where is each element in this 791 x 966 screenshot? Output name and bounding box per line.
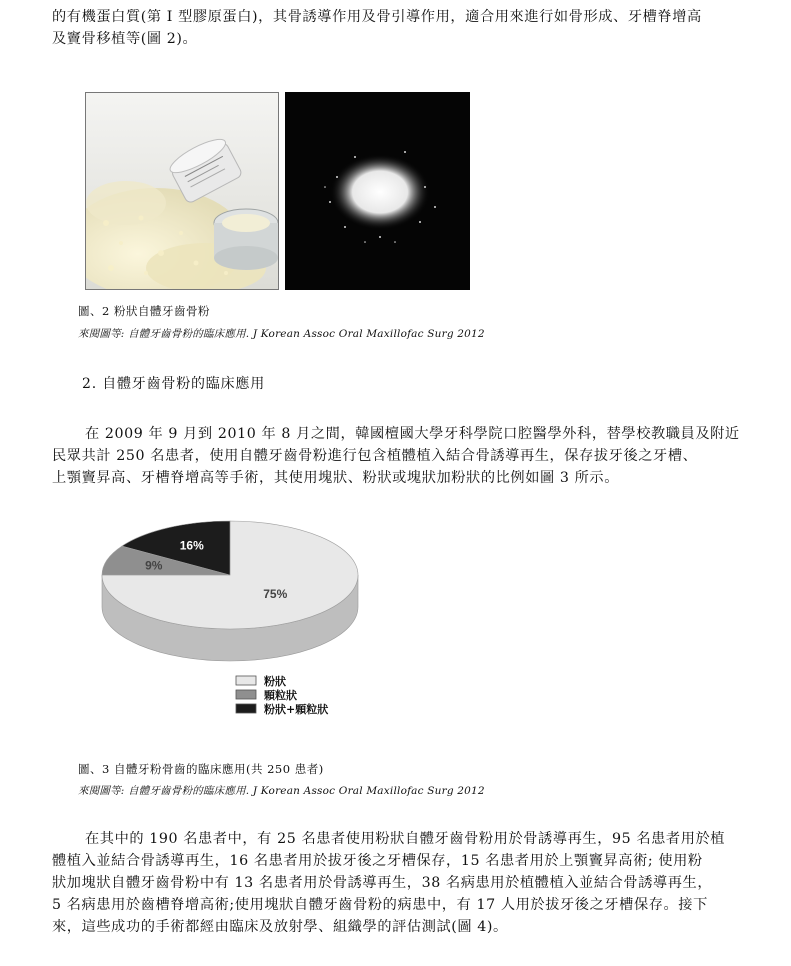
figure2-caption: 圖、2 粉狀自體牙齒骨粉 [78,304,210,318]
paragraph-results [52,828,752,938]
text-line: 的有機蛋白質(第 I 型膠原蛋白)，其骨誘導作用及骨引導作用，適合用來進行如骨形成、牙槽脊增高 [52,9,702,25]
figure3-caption: 圖、3 自體牙粉骨齒的臨床應用(共 250 患者) [78,762,324,776]
legend-swatch [236,676,256,685]
pie-chart [100,515,380,730]
figure2-source: 來閱圖等: 自體牙齒骨粉的臨床應用. J Korean Assoc Oral Maxillofac Surg 2012 [78,328,485,340]
text-line: 來，這些成功的手術都經由臨床及放射學、組織學的評估測試(圖 4)。 [52,919,508,935]
text-line: 5 名病患用於齒槽脊增高術;使用塊狀自體牙齒骨粉的病患中，有 17 人用於拔牙後之牙槽保存。接下 [52,897,708,913]
legend-label: 粉狀+顆粒狀 [264,703,329,716]
bone-powder-pile-photo [285,92,470,290]
legend-swatch [236,704,256,713]
pie-data-label: 75% [263,587,288,602]
text-line: 狀加塊狀自體牙齒骨粉中有 13 名患者用於骨誘導再生，38 名病患用於植體植入並結合骨誘導再生， [52,875,713,891]
figure3-source: 來閱圖等: 自體牙齒骨粉的臨床應用. J Korean Assoc Oral Maxillofac Surg 2012 [78,785,485,797]
text-line: 上顎竇昇高、牙槽脊增高等手術，其使用塊狀、粉狀或塊狀加粉狀的比例如圖 3 所示。 [52,470,619,486]
bone-powder-jar-photo [85,92,279,290]
text-line: 及竇骨移植等(圖 2)。 [52,31,198,47]
legend-swatch [236,690,256,699]
text-line: 民眾共計 250 名患者，使用自體牙齒骨粉進行包含植體植入結合骨誘導再生，保存拔牙後之牙槽、 [52,448,698,464]
legend-label: 粉狀 [264,675,286,688]
paragraph-study-intro [52,423,752,489]
paragraph-continuation [52,6,752,50]
pie-slices [102,521,358,629]
legend-label: 顆粒狀 [264,689,297,702]
chart-legend [236,674,328,716]
text-line: 體植入並結合骨誘導再生，16 名患者用於拔牙後之牙槽保存，15 名患者用於上顎竇昇高術; 使用粉 [52,853,703,869]
pie-data-label: 9% [145,558,163,573]
text-line: 在其中的 190 名患者中，有 25 名患者使用粉狀自體牙齒骨粉用於骨誘導再生，95 名患者用於植 [85,831,726,847]
text-line: 在 2009 年 9 月到 2010 年 8 月之間，韓國檀國大學牙科學院口腔醫學外科，替學校教職員及附近 [85,426,740,442]
pie-data-label: 16% [179,538,204,553]
section-heading: 2. 自體牙齒骨粉的臨床應用 [82,376,266,392]
